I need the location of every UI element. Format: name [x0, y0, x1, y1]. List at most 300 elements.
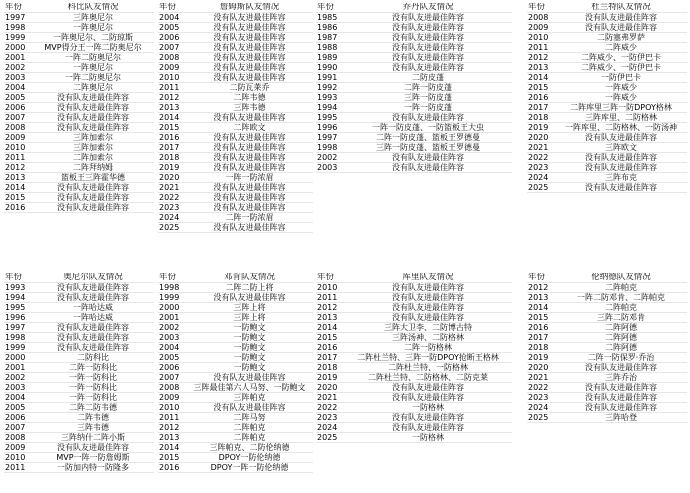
teammate-cell: 没有队友进最佳阵容 [186, 163, 313, 173]
durant-table [527, 3, 687, 193]
year-cell: 2013 [527, 63, 555, 73]
teammate-cell: 篮板王三阵霍华德 [32, 173, 154, 183]
year-cell: 2022 [527, 153, 555, 163]
teammate-cell: 没有队友进最佳阵容 [344, 23, 512, 33]
teammate-cell: 二阵拜纳姆 [32, 163, 154, 173]
table-row [158, 433, 313, 443]
teammate-cell: 没有队友进最佳阵容 [186, 293, 313, 303]
year-cell: 2010 [4, 453, 32, 463]
table-row [158, 383, 313, 393]
year-cell: 2001 [158, 313, 186, 323]
table-row [316, 63, 512, 73]
year-cell: 2015 [527, 83, 555, 93]
teammate-cell: 没有队友进最佳阵容 [186, 13, 313, 23]
table-row [316, 403, 512, 413]
table-row [158, 123, 313, 133]
table-row [527, 33, 687, 43]
table-row [158, 173, 313, 183]
year-cell: 2021 [527, 143, 555, 153]
table-row [4, 443, 154, 453]
teammate-cell: 三阵上将 [186, 313, 313, 323]
year-cell: 2014 [316, 323, 344, 333]
table-row [4, 423, 154, 433]
teammate-cell: 没有队友进最佳阵容 [344, 303, 512, 313]
teammate-cell: 二阵一防皮蓬、篮板王罗德曼 [344, 133, 512, 143]
table-row [4, 43, 154, 53]
teammate-cell: 没有队友进最佳阵容 [32, 183, 154, 193]
table-body [316, 283, 512, 443]
year-cell: 2012 [4, 163, 32, 173]
teammate-cell: 没有队友进最佳阵容 [344, 13, 512, 23]
year-cell: 1993 [316, 93, 344, 103]
table-title: 奥尼尔队友情况 [32, 273, 154, 283]
year-cell: 2005 [158, 23, 186, 33]
table-row [158, 213, 313, 223]
table-row [527, 123, 687, 133]
year-cell: 2019 [527, 353, 555, 363]
table-row [527, 153, 687, 163]
year-cell: 2012 [316, 303, 344, 313]
year-cell: 2005 [158, 353, 186, 363]
teammate-cell: 没有队友进最佳阵容 [344, 393, 512, 403]
teammate-cell: 没有队友进最佳阵容 [344, 413, 512, 423]
table-row [527, 163, 687, 173]
table-row [158, 63, 313, 73]
year-cell: 2019 [527, 123, 555, 133]
teammate-cell: 三阵帕克 [186, 393, 313, 403]
teammate-cell: 三阵布克 [555, 173, 687, 183]
teammate-cell: 一阵一防科比 [32, 373, 154, 383]
teammate-cell: 没有队友进最佳阵容 [32, 123, 154, 133]
table-row [158, 283, 313, 293]
table-row [527, 393, 687, 403]
teammate-cell: 没有队友进最佳阵容 [344, 153, 512, 163]
table-row [4, 33, 154, 43]
table-row [158, 183, 313, 193]
table-row [158, 453, 313, 463]
teammate-cell: 没有队友进最佳阵容 [186, 23, 313, 33]
year-cell: 2006 [158, 363, 186, 373]
teammate-cell: 没有队友进最佳阵容 [555, 183, 687, 193]
year-cell: 2005 [4, 403, 32, 413]
year-cell: 2021 [158, 183, 186, 193]
year-cell: 1986 [316, 23, 344, 33]
year-cell: 2000 [4, 353, 32, 363]
table-row [158, 353, 313, 363]
table-row [4, 323, 154, 333]
year-cell: 2013 [158, 433, 186, 443]
teammate-cell: 一防鲍文 [186, 323, 313, 333]
year-cell: 1989 [316, 53, 344, 63]
teammate-cell: 没有队友进最佳阵容 [344, 163, 512, 173]
table-row [527, 173, 687, 183]
table-row [158, 203, 313, 213]
year-cell: 1995 [316, 113, 344, 123]
year-cell: 2008 [4, 433, 32, 443]
teammate-cell: 二阵马努 [186, 413, 313, 423]
teammate-cell: 没有队友进最佳阵容 [344, 53, 512, 63]
table-row [4, 433, 154, 443]
year-cell: 2011 [158, 83, 186, 93]
table-row [158, 163, 313, 173]
teammate-cell: 三阵库里、二防格林 [555, 113, 687, 123]
table-row [4, 193, 154, 203]
year-header: 年份 [316, 3, 344, 13]
year-cell: 2003 [316, 163, 344, 173]
year-cell: 2011 [158, 413, 186, 423]
table-row [158, 333, 313, 343]
year-cell: 2014 [158, 113, 186, 123]
year-cell: 2025 [527, 413, 555, 423]
table-row [158, 43, 313, 53]
year-header: 年份 [4, 273, 32, 283]
table-row [527, 293, 687, 303]
year-cell: 2011 [4, 463, 32, 473]
table-row [158, 33, 313, 43]
year-cell: 2025 [316, 433, 344, 443]
table-row [158, 363, 313, 373]
table-row [4, 353, 154, 363]
teammate-cell: 三阵乔治 [555, 373, 687, 383]
teammate-cell: 二阵阿德 [555, 323, 687, 333]
table-row [158, 393, 313, 403]
teammate-cell: 一防格林 [344, 403, 512, 413]
teammate-cell: 二阵一防皮蓬 [344, 83, 512, 93]
teammate-cell: 二阵威少、一防伊巴卡 [555, 63, 687, 73]
teammate-cell: 没有队友进最佳阵容 [32, 343, 154, 353]
teammate-cell: 三阵二防邓肯 [555, 313, 687, 323]
year-cell: 2022 [158, 193, 186, 203]
table-row [316, 373, 512, 383]
table-row [158, 413, 313, 423]
table-body [158, 13, 313, 233]
table-row [4, 293, 154, 303]
table-row [316, 133, 512, 143]
table-row [158, 343, 313, 353]
year-cell: 2010 [158, 73, 186, 83]
year-cell: 2005 [4, 93, 32, 103]
table-row [316, 423, 512, 433]
year-cell: 2012 [527, 53, 555, 63]
table-row [4, 93, 154, 103]
teammate-cell: 二阵二防韦德 [32, 403, 154, 413]
table-row [316, 323, 512, 333]
teammate-cell: 二阵欧文 [186, 123, 313, 133]
table-row [158, 223, 313, 233]
year-cell: 1985 [316, 13, 344, 23]
table-row [158, 23, 313, 33]
teammate-cell: 二阵杜兰特、二防格林、二防克莱 [344, 373, 512, 383]
teammate-cell: 没有队友进最佳阵容 [344, 283, 512, 293]
year-cell: 2002 [158, 323, 186, 333]
table-row [527, 373, 687, 383]
teammate-cell: 二阵一防科比 [32, 363, 154, 373]
teammate-cell: 一阵二防奥尼尔 [32, 53, 154, 63]
year-cell: 1999 [158, 293, 186, 303]
table-row [316, 13, 512, 23]
table-row [158, 93, 313, 103]
teammate-cell: DPOY一防伦纳德 [186, 453, 313, 463]
table-row [316, 143, 512, 153]
table-row [527, 53, 687, 63]
year-cell: 2023 [527, 163, 555, 173]
year-cell: 2004 [4, 393, 32, 403]
table-row [527, 313, 687, 323]
year-cell: 2007 [158, 373, 186, 383]
year-cell: 2003 [158, 333, 186, 343]
table-body [527, 283, 687, 423]
year-cell: 2018 [527, 113, 555, 123]
table-row [4, 363, 154, 373]
teammate-cell: 一防加内特一防隆多 [32, 463, 154, 473]
year-cell: 2010 [158, 403, 186, 413]
year-cell: 2024 [316, 423, 344, 433]
year-cell: 2010 [527, 33, 555, 43]
table-row [158, 293, 313, 303]
year-cell: 2012 [527, 283, 555, 293]
year-cell: 2014 [158, 443, 186, 453]
table-row [316, 313, 512, 323]
teammate-cell: 二阵帕克 [555, 283, 687, 293]
table-row [4, 133, 154, 143]
year-header: 年份 [158, 273, 186, 283]
table-title: 邓肯队友情况 [186, 273, 313, 283]
year-cell: 2016 [527, 323, 555, 333]
teammate-cell: 没有队友进最佳阵容 [186, 53, 313, 63]
table-row [4, 143, 154, 153]
teammate-cell: 一阵奥尼尔 [32, 23, 154, 33]
year-cell: 2015 [316, 333, 344, 343]
year-cell: 2015 [527, 313, 555, 323]
year-cell: 2021 [527, 373, 555, 383]
table-row [527, 113, 687, 123]
teammate-cell: 没有队友进最佳阵容 [344, 113, 512, 123]
teammate-cell: 三阵一防皮蓬 [344, 93, 512, 103]
table-row [158, 153, 313, 163]
year-cell: 2000 [4, 43, 32, 53]
year-cell: 2023 [158, 203, 186, 213]
teammate-cell: 三阵汤神、二防格林 [344, 333, 512, 343]
year-cell: 2006 [4, 413, 32, 423]
table-row [158, 443, 313, 453]
year-cell: 1996 [4, 313, 32, 323]
year-cell: 2008 [158, 53, 186, 63]
teammate-cell: 没有队友进最佳阵容 [186, 193, 313, 203]
table-row [158, 323, 313, 333]
teammate-cell: 一阵威少 [555, 83, 687, 93]
year-cell: 1992 [316, 83, 344, 93]
teammate-cell: 一阵库里、二防格林、一防汤神 [555, 123, 687, 133]
teammate-cell: 一阵一防皮蓬、一防篮板王大虫 [344, 123, 512, 133]
teammate-cell: 二防塞弗罗萨 [555, 33, 687, 43]
teammate-cell: 二阵杜兰特、三阵一防DPOY抢断王格林 [344, 353, 512, 363]
table-row [527, 383, 687, 393]
table-row [158, 313, 313, 323]
table-row [527, 93, 687, 103]
lebron-table [158, 3, 313, 233]
table-row [4, 13, 154, 23]
year-cell: 2013 [527, 293, 555, 303]
teammate-cell: 没有队友进最佳阵容 [555, 393, 687, 403]
table-row [316, 103, 512, 113]
year-header: 年份 [158, 3, 186, 13]
year-cell: 2016 [4, 203, 32, 213]
teammate-cell: 没有队友进最佳阵容 [555, 363, 687, 373]
year-cell: 2014 [4, 183, 32, 193]
teammate-cell: MVP得分王一阵二防奥尼尔 [32, 43, 154, 53]
year-cell: 2004 [158, 13, 186, 23]
teammate-cell: 二阵威少 [555, 43, 687, 53]
teammate-cell: 二防科比 [32, 353, 154, 363]
teammate-cell: 没有队友进最佳阵容 [186, 143, 313, 153]
table-row [316, 433, 512, 443]
table-row [527, 83, 687, 93]
year-cell: 2009 [4, 443, 32, 453]
year-cell: 2022 [316, 403, 344, 413]
year-cell: 2006 [4, 103, 32, 113]
table-title: 科比队友情况 [32, 3, 154, 13]
teammate-cell: 三阵韦德 [32, 423, 154, 433]
table-row [527, 343, 687, 353]
table-row [316, 23, 512, 33]
table-row [316, 43, 512, 53]
year-cell: 2011 [4, 153, 32, 163]
table-row [158, 463, 313, 473]
teammate-cell: 三阵上将 [186, 303, 313, 313]
teammate-cell: 没有队友进最佳阵容 [555, 383, 687, 393]
teammate-cell: 没有队友进最佳阵容 [344, 313, 512, 323]
table-row [527, 43, 687, 53]
year-cell: 2007 [4, 423, 32, 433]
year-cell: 2004 [158, 343, 186, 353]
teammate-cell: 三阵一防皮蓬、篮板王罗德曼 [344, 143, 512, 153]
year-cell: 2013 [158, 103, 186, 113]
table-row [4, 413, 154, 423]
table-row [527, 13, 687, 23]
year-cell: 2021 [316, 393, 344, 403]
teammate-cell: 没有队友进最佳阵容 [555, 23, 687, 33]
table-row [4, 463, 154, 473]
teammate-cell: 没有队友进最佳阵容 [344, 33, 512, 43]
table-row [316, 303, 512, 313]
year-cell: 2011 [316, 293, 344, 303]
year-cell: 2009 [158, 393, 186, 403]
teammate-cell: 没有队友进最佳阵容 [32, 443, 154, 453]
table-row [527, 323, 687, 333]
teammate-cell: 二阵威少、一防伊巴卡 [555, 53, 687, 63]
teammate-cell: 没有队友进最佳阵容 [344, 423, 512, 433]
teammate-cell: 一防鲍文 [186, 363, 313, 373]
teammate-cell: 没有队友进最佳阵容 [32, 333, 154, 343]
teammate-cell: 二防皮蓬 [344, 73, 512, 83]
year-cell: 2023 [527, 393, 555, 403]
year-cell: 2024 [158, 213, 186, 223]
teammate-cell: 没有队友进最佳阵容 [186, 403, 313, 413]
year-cell: 2010 [4, 143, 32, 153]
year-cell: 2004 [4, 83, 32, 93]
table-row [158, 73, 313, 83]
year-cell: 1997 [316, 133, 344, 143]
year-cell: 2007 [158, 43, 186, 53]
table-row [316, 93, 512, 103]
table-row [316, 123, 512, 133]
year-cell: 2010 [316, 283, 344, 293]
teammate-cell: 没有队友进最佳阵容 [186, 153, 313, 163]
table-row [316, 413, 512, 423]
teammate-cell: 没有队友进最佳阵容 [186, 373, 313, 383]
year-cell: 2019 [158, 163, 186, 173]
year-cell: 2025 [527, 183, 555, 193]
year-cell: 2008 [4, 123, 32, 133]
teammate-cell: 没有队友进最佳阵容 [32, 103, 154, 113]
table-row [4, 403, 154, 413]
year-cell: 2018 [316, 363, 344, 373]
teammate-cell: 一阵一防科比 [32, 393, 154, 403]
table-title: 伦纳德队友情况 [555, 273, 687, 283]
year-cell: 1999 [4, 343, 32, 353]
teammate-cell: 没有队友进最佳阵容 [32, 193, 154, 203]
table-row [158, 423, 313, 433]
table-row [4, 163, 154, 173]
year-cell: 2016 [158, 463, 186, 473]
year-cell: 2018 [158, 153, 186, 163]
table-row [158, 83, 313, 93]
table-row [4, 23, 154, 33]
year-cell: 2011 [527, 43, 555, 53]
teammate-cell: 一阵一防科比 [32, 383, 154, 393]
table-row [4, 123, 154, 133]
table-row [4, 333, 154, 343]
table-row [4, 453, 154, 463]
teammate-cell: 三阵奥尼尔 [32, 13, 154, 23]
teammate-cell: 没有队友进最佳阵容 [186, 43, 313, 53]
teammate-cell: 二阵一防浓眉 [186, 213, 313, 223]
teammate-cell: 二阵一防格林 [344, 343, 512, 353]
year-cell: 2001 [4, 53, 32, 63]
year-cell: 2013 [4, 173, 32, 183]
year-cell: 2013 [316, 313, 344, 323]
year-cell: 2025 [158, 223, 186, 233]
year-cell: 2023 [316, 413, 344, 423]
teammate-cell: 一阵一防浓眉 [186, 173, 313, 183]
table-row [4, 373, 154, 383]
table-row [527, 363, 687, 373]
table-row [316, 163, 512, 173]
year-header: 年份 [527, 273, 555, 283]
teammate-cell: 没有队友进最佳阵容 [32, 203, 154, 213]
teammate-cell: 没有队友进最佳阵容 [186, 203, 313, 213]
year-header: 年份 [316, 273, 344, 283]
teammate-cell: 没有队友进最佳阵容 [32, 323, 154, 333]
year-cell: 1998 [316, 143, 344, 153]
teammate-cell: 二防瓦莱乔 [186, 83, 313, 93]
teammate-cell: 二阵二防上将 [186, 283, 313, 293]
year-cell: 2009 [158, 63, 186, 73]
year-cell: 2002 [4, 373, 32, 383]
table-row [316, 33, 512, 43]
year-cell: 2008 [527, 13, 555, 23]
teammate-cell: 三阵帕克、二防伦纳德 [186, 443, 313, 453]
year-cell: 2014 [527, 303, 555, 313]
table-row [4, 203, 154, 213]
year-header: 年份 [527, 3, 555, 13]
teammate-cell: 三阵哈登 [555, 413, 687, 423]
table-row [4, 53, 154, 63]
table-row [316, 333, 512, 343]
table-row [4, 173, 154, 183]
year-cell: 2001 [4, 363, 32, 373]
year-cell: 2002 [4, 63, 32, 73]
